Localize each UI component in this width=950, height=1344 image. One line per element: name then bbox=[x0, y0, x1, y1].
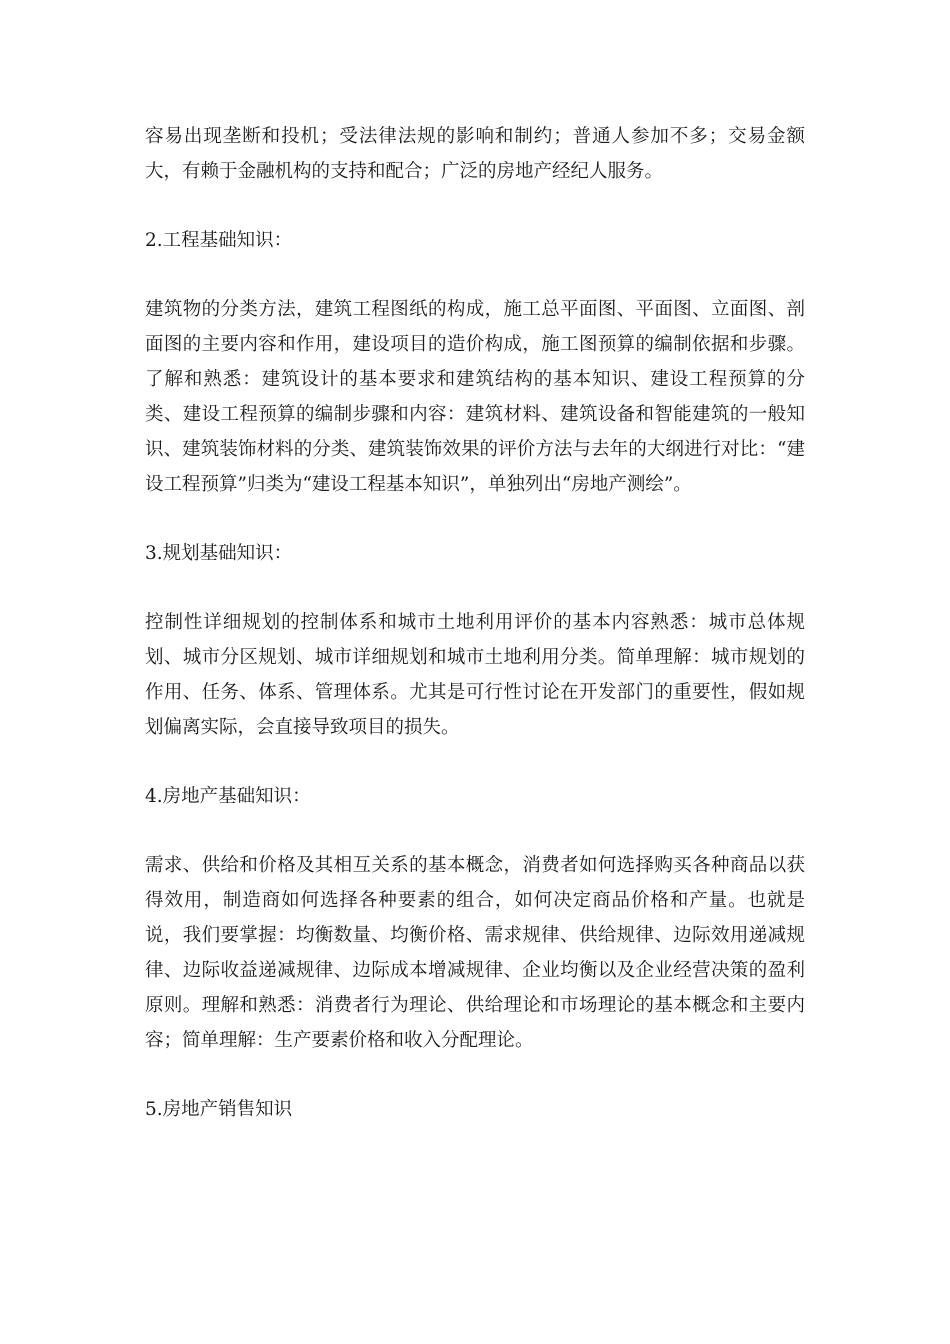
paragraph-market-features: 容易出现垄断和投机；受法律法规的影响和制约；普通人参加不多；交易金额大，有赖于金融机构的支持和配合；广泛的房地产经纪人服务。 bbox=[145, 126, 805, 182]
heading-engineering-basics: 2.工程基础知识： bbox=[145, 230, 293, 251]
heading-real-estate-sales: 5.房地产销售知识 bbox=[145, 1099, 293, 1120]
paragraph-planning-basics: 控制性详细规划的控制体系和城市土地利用评价的基本内容熟悉：城市总体规划、城市分区规划、城市详细规划和城市土地利用分类。简单理解：城市规划的作用、任务、体系、管理体系。尤其是可行性讨论在开发部门的重要性，假如规划偏离实际，会直接导致项目的损失。 bbox=[145, 612, 805, 738]
heading-planning-basics: 3.规划基础知识： bbox=[145, 543, 293, 564]
document-body bbox=[145, 119, 805, 1161]
paragraph-real-estate-basics: 需求、供给和价格及其相互关系的基本概念，消费者如何选择购买各种商品以获得效用，制造商如何选择各种要素的组合，如何决定商品价格和产量。也就是说，我们要掌握：均衡数量、均衡价格、需求规律、供给规律、边际效用递减规律、边际收益递减规律、边际成本增减规律、企业均衡以及企业经营决策的盈利原则。理解和熟悉：消费者行为理论、供给理论和市场理论的基本概念和主要内容；简单理解：生产要素价格和收入分配理论。 bbox=[145, 855, 805, 1051]
heading-real-estate-basics: 4.房地产基础知识： bbox=[145, 786, 311, 807]
paragraph-engineering-basics: 建筑物的分类方法，建筑工程图纸的构成，施工总平面图、平面图、立面图、剖面图的主要内容和作用，建设项目的造价构成，施工图预算的编制依据和步骤。了解和熟悉：建筑设计的基本要求和建筑结构的基本知识、建设工程预算的分类、建设工程预算的编制步骤和内容：建筑材料、建筑设备和智能建筑的一般知识、建筑装饰材料的分类、建筑装饰效果的评价方法与去年的大纲进行对比：“建设工程预算”归类为“建设工程基本知识”，单独列出“房地产测绘”。 bbox=[145, 299, 805, 495]
